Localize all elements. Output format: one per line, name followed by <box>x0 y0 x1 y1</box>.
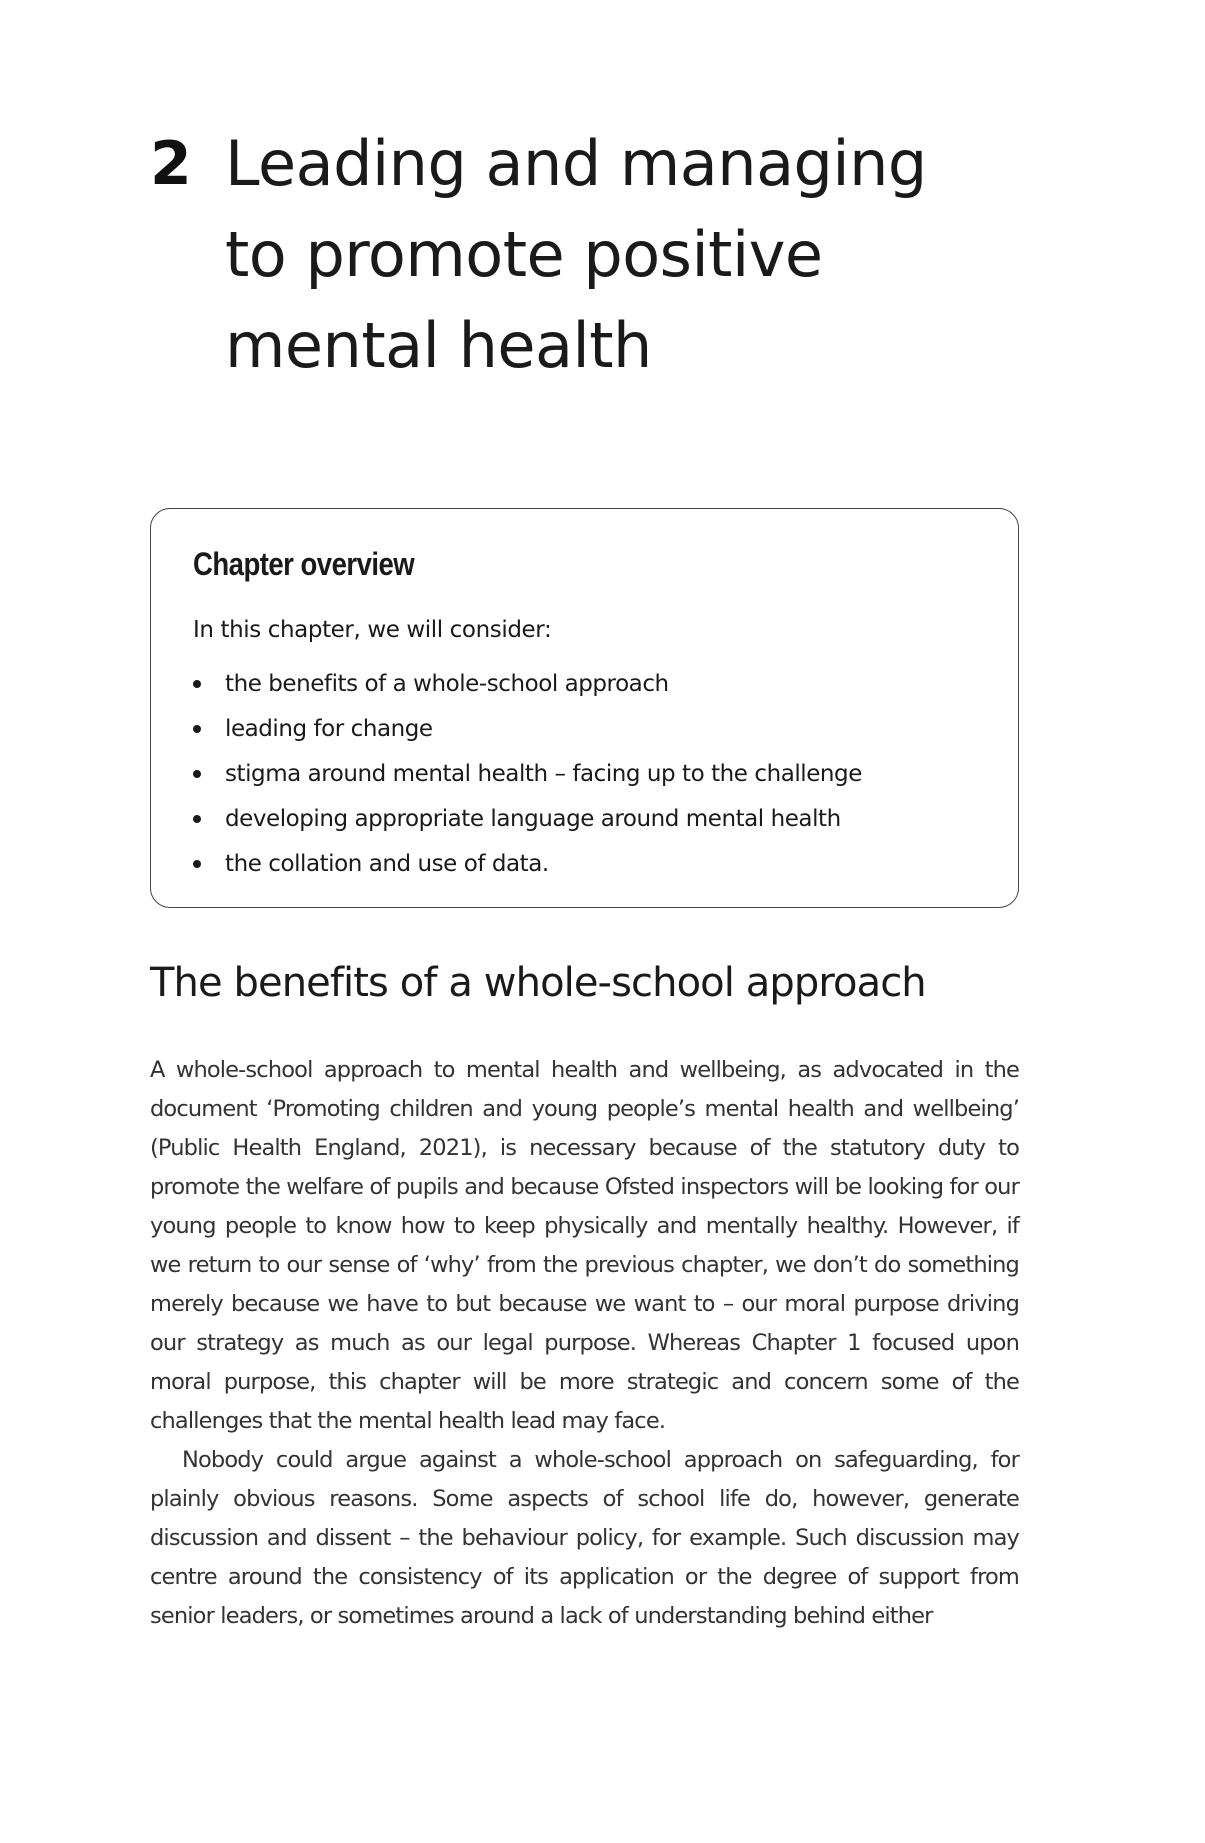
bullet-icon <box>193 770 201 778</box>
chapter-title-line: to promote positive <box>225 218 823 291</box>
body-paragraph: Nobody could argue against a whole-school approach on safeguarding, for plainly obvious reasons. Some aspects of school life do, however, generate discussion and dissent – the behaviour policy, for example. Such discussion may centre around the consistency of its application or the degree of support from senior leaders, or sometimes around a lack of understanding behind either <box>150 1447 1019 1629</box>
overview-heading: Chapter overview <box>193 546 415 582</box>
chapter-title-line: mental health <box>225 309 652 382</box>
bullet-icon <box>193 680 201 688</box>
bullet-icon <box>193 725 201 733</box>
list-item-text: leading for change <box>225 716 433 742</box>
chapter-title <box>225 118 1025 391</box>
overview-intro: In this chapter, we will consider: <box>193 617 552 643</box>
bullet-icon <box>193 860 201 868</box>
body-text <box>150 1051 1019 1636</box>
list-item-text: developing appropriate language around mental health <box>225 806 841 832</box>
list-item-text: stigma around mental health – facing up to the challenge <box>225 761 862 787</box>
chapter-number: 2 <box>150 129 192 199</box>
section-heading: The benefits of a whole-school approach <box>150 960 926 1006</box>
list-item-text: the collation and use of data. <box>225 851 549 877</box>
body-paragraph: A whole-school approach to mental health and wellbeing, as advocated in the document ‘Promoting children and young people’s mental health and wellbeing’ (Public Health England, 2021), is necessary because of the statutory duty to promote the welfare of pupils and because Ofsted inspectors will be looking for our young people to know how to keep physically and mentally healthy. However, if we return to our sense of ‘why’ from the previous chapter, we don’t do something merely because we have to but because we want to – our moral purpose driving our strategy as much as our legal purpose. Whereas Chapter 1 focused upon moral purpose, this chapter will be more strategic and concern some of the challenges that the mental health lead may face. <box>150 1057 1019 1434</box>
chapter-overview-box <box>150 508 1019 908</box>
bullet-icon <box>193 815 201 823</box>
list-item-text: the benefits of a whole-school approach <box>225 671 669 697</box>
chapter-title-line: Leading and managing <box>225 127 927 200</box>
